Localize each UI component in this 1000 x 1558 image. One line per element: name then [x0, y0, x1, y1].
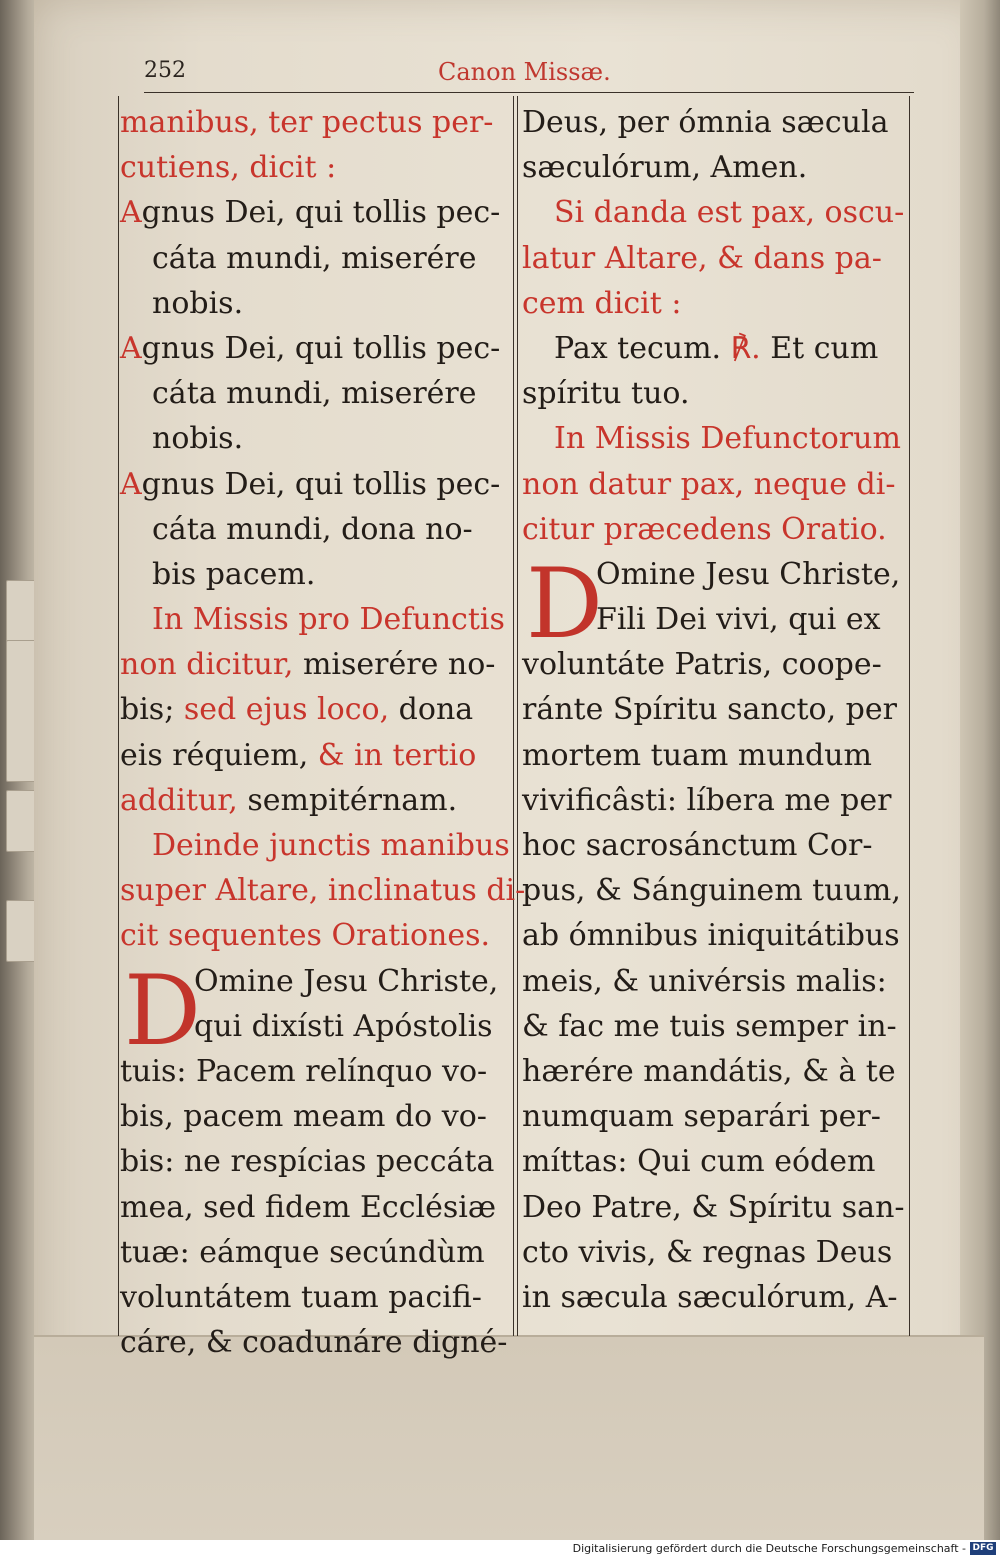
text-line: Agnus Dei, qui tollis pec- [120, 330, 501, 366]
rubric-line: Deinde junctis manibus [152, 828, 510, 863]
text-line: nobis. [152, 421, 244, 457]
running-title: Canon Missæ. [438, 58, 611, 86]
text-line: qui dixísti Apóstolis [194, 1008, 493, 1044]
page-number: 252 [144, 58, 186, 83]
drop-cap: D [526, 547, 603, 660]
rubric-line: Si danda est pax, oscu- [554, 195, 905, 231]
text-line: cto vivis, & regnas Deus [522, 1234, 893, 1270]
text-line: mortem tuam mundum [522, 737, 872, 773]
text-line: pus, & Sánguinem tuum, [522, 873, 901, 909]
text-line: sæculórum, Amen. [522, 150, 808, 186]
text-line: Agnus Dei, qui tollis pec- [120, 195, 501, 231]
text-line: Pax tecum. ℟. Et cum [554, 330, 879, 366]
text-line: cáta mundi, miserére [152, 376, 477, 412]
rubric-line: manibus, ter pectus per- [120, 105, 494, 140]
text-line: & fac me tuis semper in- [522, 1008, 897, 1044]
text-line: Fili Dei vivi, qui ex [596, 602, 881, 638]
text-line: bis: ne respícias peccáta [120, 1144, 495, 1180]
dfg-logo: DFG [970, 1542, 996, 1555]
text-line: meis, & univérsis malis: [522, 963, 887, 999]
rubric-line: cutiens, dicit : [120, 150, 337, 186]
text-line: hoc sacrosánctum Cor- [522, 828, 873, 863]
rubric-line: super Altare, inclinatus di- [120, 873, 526, 909]
rubric-line: citur præcedens Oratio. [522, 511, 887, 547]
rubric-line: In Missis pro Defunctis [152, 602, 505, 638]
text-line: cáre, & coadunáre digné- [120, 1325, 508, 1361]
rubric-line: cem dicit : [522, 285, 682, 321]
text-line: vivificâsti: líbera me per [522, 782, 892, 818]
text-line: tuis: Pacem relínquo vo- [120, 1053, 488, 1089]
text-line: in sæcula sæculórum, A- [522, 1279, 898, 1315]
text-line: Deo Patre, & Spíritu san- [522, 1189, 905, 1225]
text-line: cáta mundi, dona no- [152, 511, 473, 547]
page-fold [960, 0, 1000, 1540]
column-divider [513, 96, 518, 1336]
digitization-footer [0, 1540, 1000, 1558]
text-line: cáta mundi, miserére [152, 240, 477, 276]
text-line: nobis. [152, 285, 244, 321]
rubric-line: non datur pax, neque di- [522, 466, 896, 502]
text-line: mea, sed fidem Ecclésiæ [120, 1189, 497, 1225]
text-line: spíritu tuo. [522, 376, 690, 412]
text-line: additur, sempitérnam. [120, 782, 458, 818]
right-column [522, 100, 910, 1320]
text-line: Agnus Dei, qui tollis pec- [120, 466, 501, 502]
funding-credit: Digitalisierung gefördert durch die Deutsche Forschungsgemeinschaft - [572, 1542, 966, 1555]
text-line: non dicitur, miserére no- [120, 647, 496, 683]
lower-margin [34, 1335, 984, 1542]
running-head [144, 58, 914, 93]
text-line: hærére mandátis, & à te [522, 1053, 896, 1089]
text-line: numquam separári per- [522, 1099, 881, 1135]
text-line: voluntáte Patris, coope- [522, 647, 882, 683]
drop-cap: D [124, 954, 201, 1067]
initial-letter: A [120, 466, 142, 502]
response-symbol: ℟. [730, 330, 761, 366]
text-line: bis, pacem meam do vo- [120, 1099, 487, 1135]
text-line: ránte Spíritu sancto, per [522, 692, 897, 728]
rubric-line: In Missis Defunctorum [554, 421, 901, 457]
text-line: D Omine Jesu Christe, [124, 954, 499, 1067]
text-line: bis pacem. [152, 556, 316, 592]
rubric-line: latur Altare, & dans pa- [522, 240, 882, 276]
text-line: tuæ: eámque secúndùm [120, 1234, 485, 1270]
initial-letter: A [120, 195, 142, 231]
text-line: Deus, per ómnia sæcula [522, 105, 889, 140]
text-line: ab ómnibus iniquitátibus [522, 918, 900, 954]
text-line: voluntátem tuam pacifi- [120, 1279, 482, 1315]
initial-letter: A [120, 330, 142, 366]
rubric-line: cit sequentes Orationes. [120, 918, 491, 954]
text-line: D Omine Jesu Christe, [526, 547, 901, 660]
text-line: eis réquiem, & in tertio [120, 737, 477, 773]
text-line: bis; sed ejus loco, dona [120, 692, 474, 728]
left-column [120, 100, 526, 1365]
text-line: míttas: Qui cum eódem [522, 1144, 876, 1180]
